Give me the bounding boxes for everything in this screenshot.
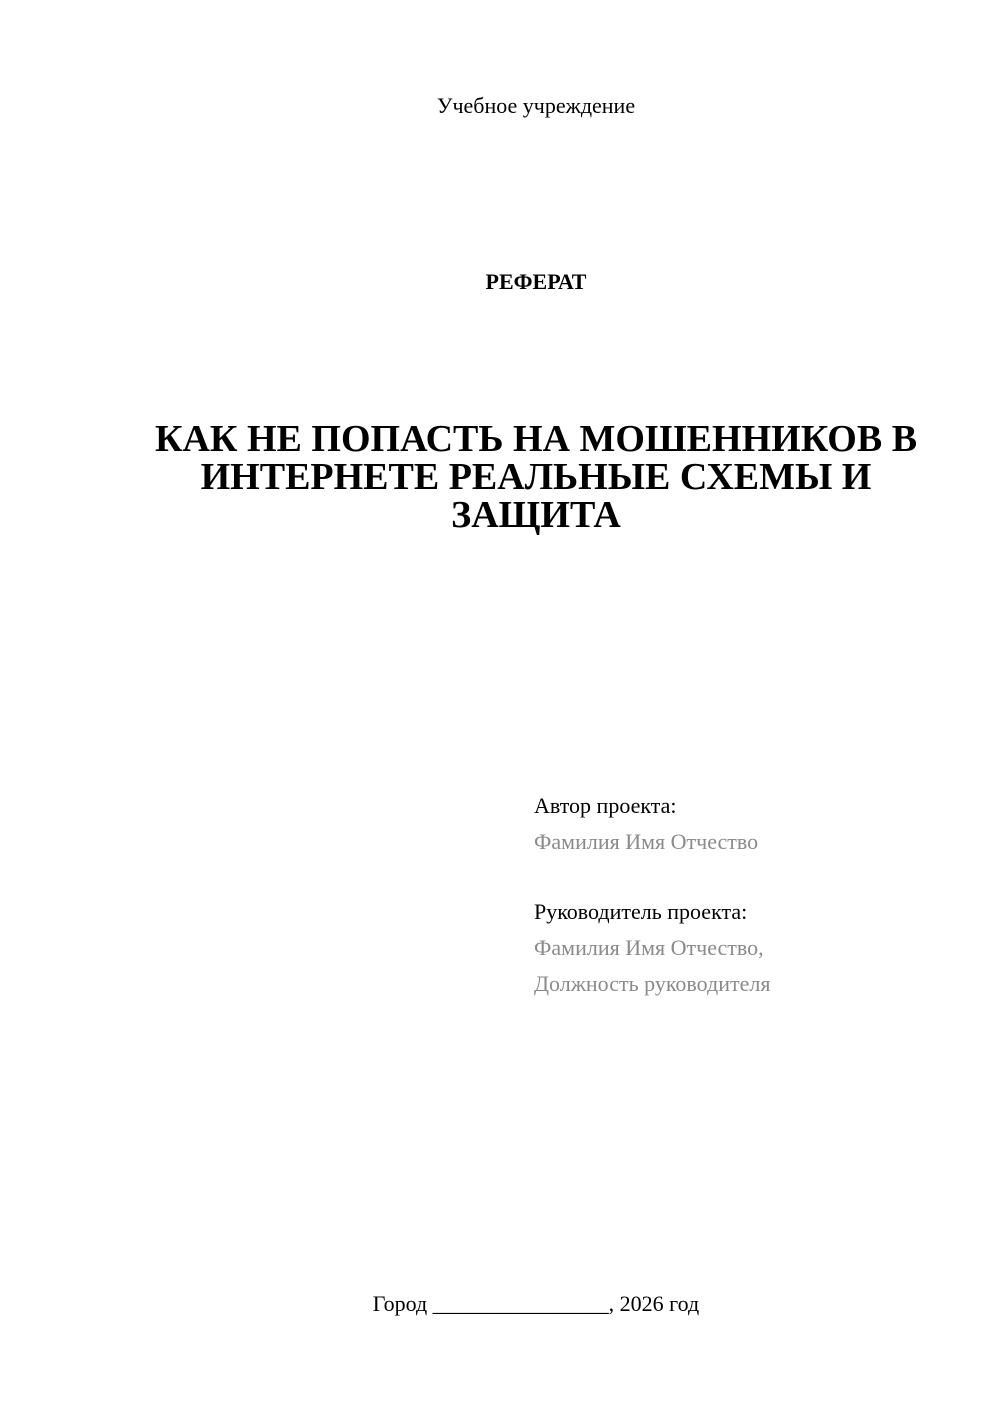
supervisor-position: Должность руководителя xyxy=(534,971,771,996)
supervisor-label: Руководитель проекта: xyxy=(534,899,748,924)
city-year-line: Город ________________, 2026 год xyxy=(372,1291,700,1316)
credits-block xyxy=(534,788,974,1002)
institution-name: Учебное учреждение xyxy=(436,93,636,118)
supervisor-name: Фамилия Имя Отчество, xyxy=(534,935,764,960)
title-line: КАК НЕ ПОПАСТЬ НА МОШЕННИКОВ В xyxy=(154,418,918,460)
document-type: РЕФЕРАТ xyxy=(485,269,587,294)
title-line: ИНТЕРНЕТЕ РЕАЛЬНЫЕ СХЕМЫ И xyxy=(200,456,872,498)
author-name: Фамилия Имя Отчество xyxy=(534,829,759,854)
document-title xyxy=(120,420,952,534)
title-line: ЗАЩИТА xyxy=(451,494,621,536)
author-label: Автор проекта: xyxy=(534,793,677,818)
spacer xyxy=(534,860,974,894)
